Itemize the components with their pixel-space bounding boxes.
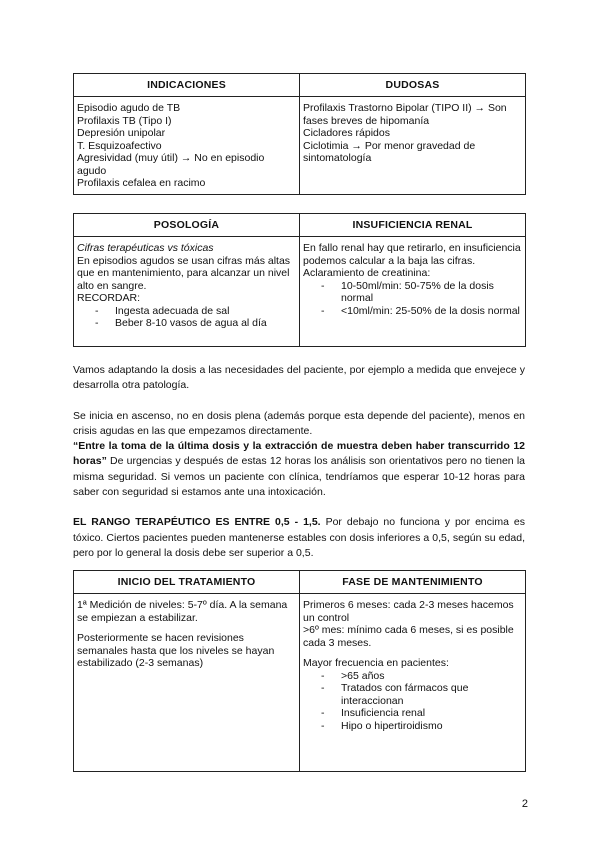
list-item: T. Esquizoafectivo xyxy=(77,139,162,152)
paragraph xyxy=(73,439,525,500)
aclaramiento-label: Aclaramiento de creatinina: xyxy=(303,267,431,279)
list-item: Ciclotimia → Por menor gravedad de sintomatología xyxy=(303,139,476,164)
insuficiencia-renal-header: INSUFICIENCIA RENAL xyxy=(300,214,526,237)
list-item: Profilaxis Trastorno Bipolar (TIPO II) → Son fases breves de hipomanía xyxy=(303,102,507,127)
posologia-content xyxy=(74,237,299,334)
list-item: - <10ml/min: 25-50% de la dosis normal xyxy=(321,305,522,318)
posologia-header: POSOLOGÍA xyxy=(74,214,300,237)
list-item: - >65 años xyxy=(321,670,522,683)
list-item: - Ingesta adecuada de sal xyxy=(95,305,296,318)
aclaramiento-list xyxy=(303,280,522,318)
list-item: - Insuficiencia renal xyxy=(321,707,522,720)
list-item: Profilaxis cefalea en racimo xyxy=(77,177,206,189)
inicio-tratamiento-header: INICIO DEL TRATAMIENTO xyxy=(74,571,300,594)
list-item: - 10-50ml/min: 50-75% de la dosis normal xyxy=(321,280,522,305)
indicaciones-list xyxy=(74,97,299,194)
frecuencia-list xyxy=(303,670,522,733)
bold-quote: “Entre la toma de la última dosis y la extracción de muestra deben haber transcurrido 12 horas” xyxy=(73,440,525,468)
paragraph-rest: De urgencias y después de estas 12 horas los análisis son orientativos pero no tienen la misma seguridad. Si vemos un paciente con clínica, tendríamos que esperar 10-12 horas para saber con seguridad si estamos ante una intoxicación. xyxy=(73,455,525,499)
posologia-table xyxy=(73,213,526,347)
page-number: 2 xyxy=(521,798,528,810)
posologia-text: En episodios agudos se usan cifras más altas que en mantenimiento, para alcanzar un nivel alto en sangre. xyxy=(77,254,291,292)
paragraph: Primeros 6 meses: cada 2-3 meses hacemos un control xyxy=(303,599,514,624)
list-item: - Beber 8-10 vasos de agua al día xyxy=(95,317,296,330)
list-item: Profilaxis TB (Tipo I) xyxy=(77,114,172,127)
recordar-list xyxy=(77,305,296,330)
insuficiencia-text: En fallo renal hay que retirarlo, en insuficiencia podemos calcular a la baja las cifras. xyxy=(303,242,521,267)
indicaciones-table xyxy=(73,73,526,195)
dudosas-list xyxy=(300,97,525,169)
paragraph-rest: Por debajo no funciona y por encima es tóxico. Ciertos pacientes pueden mantenerse estables con dosis inferiores a 0,5, según su edad, pero por lo general la dosis debe ser superior a 0,5. xyxy=(73,516,526,559)
list-item: Agresividad (muy útil) → No en episodio agudo xyxy=(77,152,265,177)
list-item: - Tratados con fármacos que interaccionan xyxy=(321,682,522,707)
indicaciones-header: INDICACIONES xyxy=(74,74,300,97)
posologia-subtitle: Cifras terapéuticas vs tóxicas xyxy=(77,242,214,254)
tratamiento-table xyxy=(73,570,526,772)
fase-mantenimiento-header: FASE DE MANTENIMIENTO xyxy=(300,571,526,594)
paragraph: 1ª Medición de niveles: 5-7º día. A la semana se empiezan a estabilizar. xyxy=(77,599,288,624)
dudosas-header: DUDOSAS xyxy=(300,74,526,97)
recordar-label: RECORDAR: xyxy=(77,292,141,304)
list-item: Cicladores rápidos xyxy=(303,127,390,139)
paragraph: Se inicia en ascenso, no en dosis plena (además porque esta depende del paciente), menos en crisis agudas en las que empezamos directamente. xyxy=(73,409,525,437)
list-item: Depresión unipolar xyxy=(77,127,166,139)
insuficiencia-content xyxy=(300,237,525,321)
rango-terapeutico-heading: EL RANGO TERAPÉUTICO ES ENTRE 0,5 - 1,5. xyxy=(73,516,321,529)
paragraph: >6º mes: mínimo cada 6 meses, si es posible cada 3 meses. xyxy=(303,624,514,649)
mantenimiento-content xyxy=(300,594,525,736)
paragraph xyxy=(73,515,525,561)
list-item: Episodio agudo de TB xyxy=(77,102,181,114)
paragraph: Vamos adaptando la dosis a las necesidades del paciente, por ejemplo a medida que envejece y desarrolla otra patología. xyxy=(73,364,525,392)
inicio-content xyxy=(74,594,299,674)
list-item: - Hipo o hipertiroidismo xyxy=(321,720,522,733)
body-text xyxy=(73,363,525,561)
paragraph: Mayor frecuencia en pacientes: xyxy=(303,657,449,669)
paragraph: Posteriormente se hacen revisiones semanales hasta que los niveles se hayan estabilizado (2-3 semanas) xyxy=(77,632,275,669)
